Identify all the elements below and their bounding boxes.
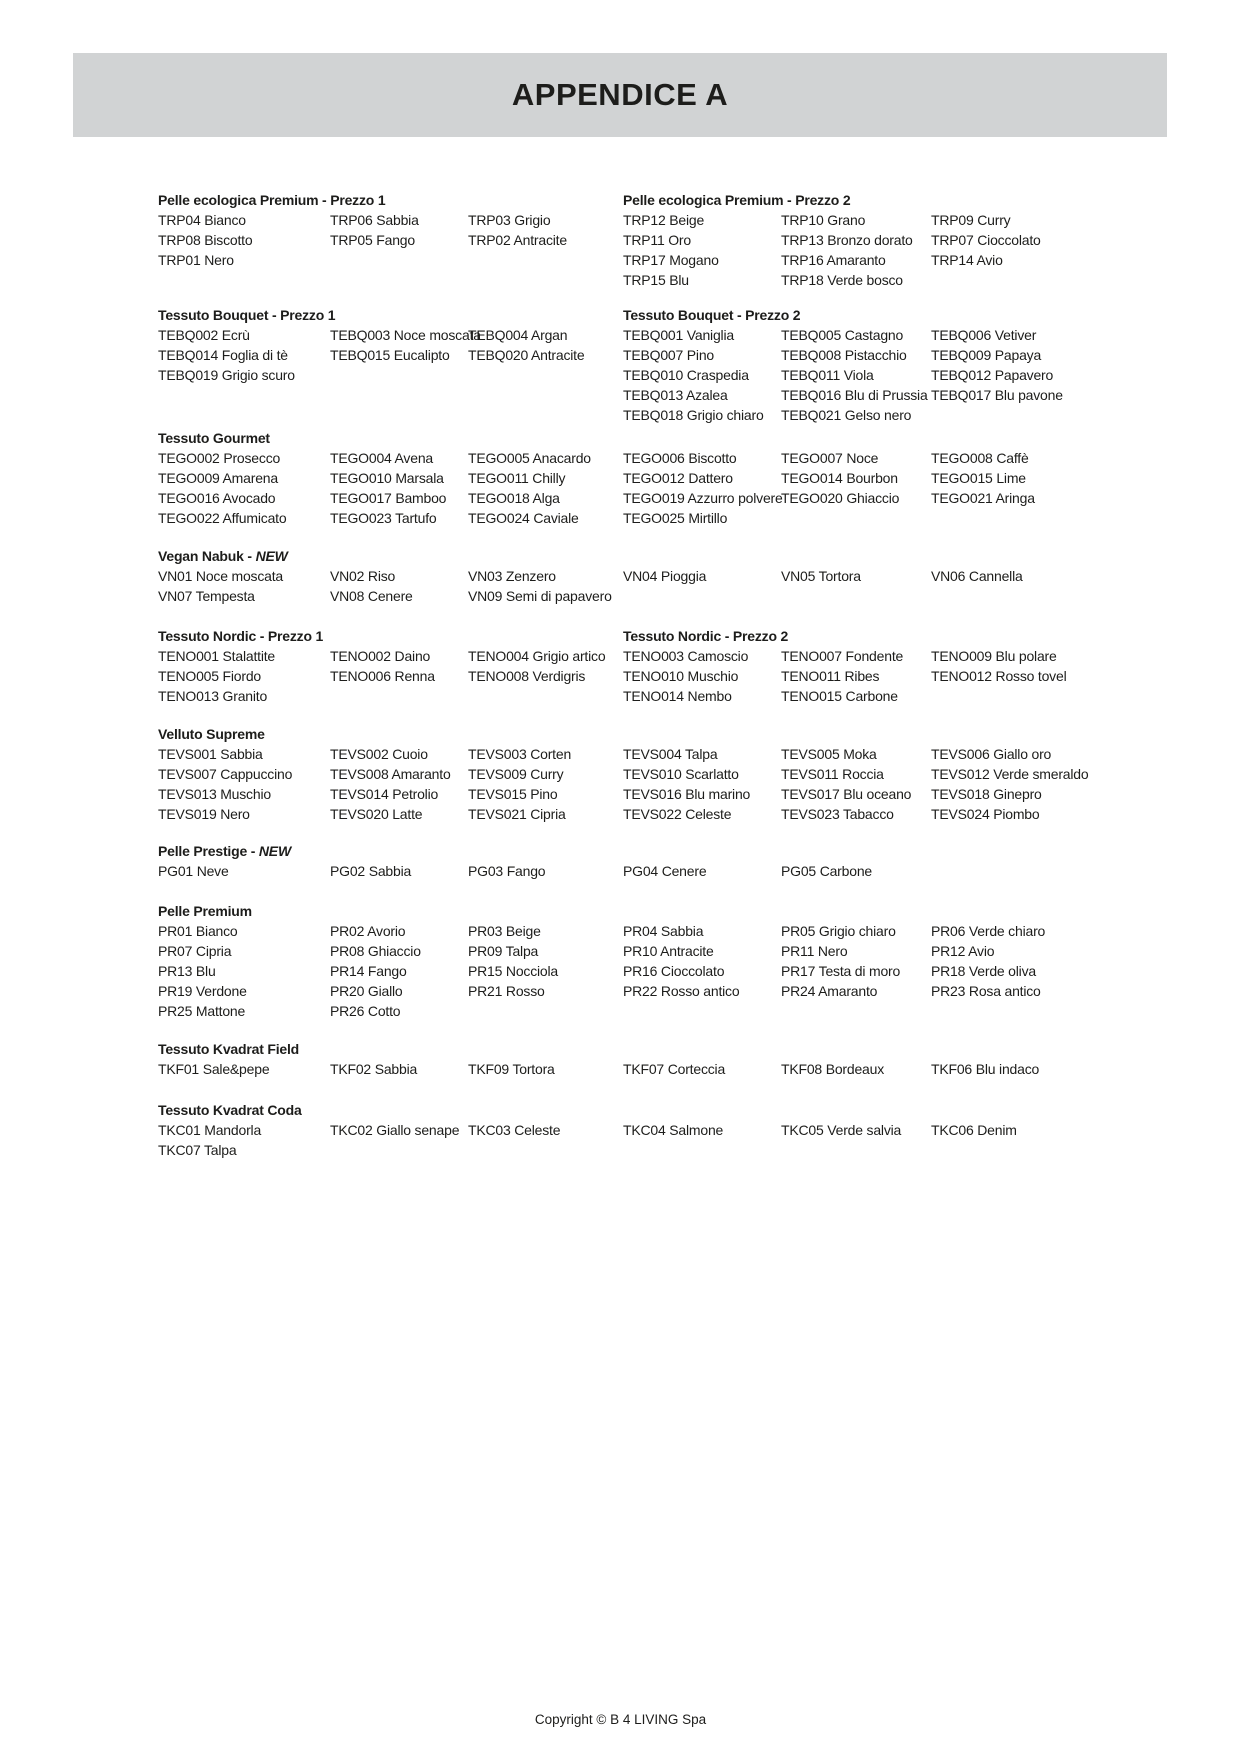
swatch-item: PR07 Cipria — [158, 943, 232, 959]
swatch-item: TEBQ006 Vetiver — [931, 327, 1037, 343]
swatch-item: VN02 Riso — [330, 568, 396, 584]
swatch-grid — [158, 210, 623, 270]
swatch-item: TEGO012 Dattero — [623, 470, 733, 486]
swatch-item: PR06 Verde chiaro — [931, 923, 1046, 939]
swatch-item: TEGO024 Caviale — [468, 510, 579, 526]
section-title-tessuto-kvadrat-coda — [158, 1100, 1148, 1120]
section-title-text: Pelle Premium — [158, 903, 252, 919]
swatch-item: TENO006 Renna — [330, 668, 435, 684]
section-title-tessuto-bouquet-prezzo-2 — [623, 305, 1183, 325]
swatch-item: TEGO006 Biscotto — [623, 450, 737, 466]
swatch-item: TKF02 Sabbia — [330, 1061, 418, 1077]
swatch-item: TEGO009 Amarena — [158, 470, 278, 486]
swatch-item: PR04 Sabbia — [623, 923, 704, 939]
swatch-grid — [158, 566, 1148, 606]
swatch-item: TKF01 Sale&pepe — [158, 1061, 270, 1077]
swatch-item: PR05 Grigio chiaro — [781, 923, 896, 939]
swatch-item: PR08 Ghiaccio — [330, 943, 421, 959]
swatch-item: TKC06 Denim — [931, 1122, 1017, 1138]
swatch-item: VN04 Pioggia — [623, 568, 707, 584]
swatch-item: TEBQ004 Argan — [468, 327, 568, 343]
swatch-item: TEBQ011 Viola — [781, 367, 874, 383]
swatch-item: PR17 Testa di moro — [781, 963, 901, 979]
swatch-item: TEGO023 Tartufo — [330, 510, 437, 526]
section-title-pelle-ecologica-premium-prezzo-2 — [623, 190, 1183, 210]
swatch-item: TEBQ008 Pistacchio — [781, 347, 907, 363]
swatch-item: PR19 Verdone — [158, 983, 247, 999]
swatch-grid — [158, 1059, 1148, 1079]
swatch-item: PR25 Mattone — [158, 1003, 246, 1019]
swatch-item: TRP02 Antracite — [468, 232, 567, 248]
swatch-item: PR24 Amaranto — [781, 983, 878, 999]
swatch-item: TEGO022 Affumicato — [158, 510, 287, 526]
swatch-item: TENO001 Stalattite — [158, 648, 276, 664]
swatch-item: PR11 Nero — [781, 943, 848, 959]
swatch-item: TRP08 Biscotto — [158, 232, 253, 248]
section-title-text: Tessuto Bouquet - Prezzo 1 — [158, 307, 336, 323]
swatch-item: TRP03 Grigio — [468, 212, 551, 228]
section-title-pelle-ecologica-premium-prezzo-1 — [158, 190, 623, 210]
swatch-item: TENO010 Muschio — [623, 668, 739, 684]
swatch-item: TEGO010 Marsala — [330, 470, 444, 486]
swatch-item: VN05 Tortora — [781, 568, 861, 584]
swatch-item: TRP09 Curry — [931, 212, 1011, 228]
swatch-item: TKC01 Mandorla — [158, 1122, 262, 1138]
swatch-item: TEBQ013 Azalea — [623, 387, 728, 403]
swatch-item: TENO003 Camoscio — [623, 648, 749, 664]
swatch-item: TENO004 Grigio artico — [468, 648, 606, 664]
swatch-item: TEBQ017 Blu pavone — [931, 387, 1063, 403]
swatch-item: TEGO008 Caffè — [931, 450, 1029, 466]
swatch-item: TENO002 Daino — [330, 648, 431, 664]
swatch-item: TEVS011 Roccia — [781, 766, 884, 782]
swatch-item: TRP14 Avio — [931, 252, 1003, 268]
section-title-text: Tessuto Bouquet - Prezzo 2 — [623, 307, 801, 323]
swatch-item: TENO014 Nembo — [623, 688, 732, 704]
swatch-item: VN09 Semi di papavero — [468, 588, 612, 604]
swatch-item: TRP05 Fango — [330, 232, 415, 248]
swatch-item: PG02 Sabbia — [330, 863, 412, 879]
swatch-item: TKC02 Giallo senape — [330, 1122, 460, 1138]
swatch-item: TEVS016 Blu marino — [623, 786, 751, 802]
page-title: APPENDICE A — [511, 77, 729, 112]
section-tessuto-nordic-prezzo-1 — [158, 626, 623, 706]
swatch-item: TRP10 Grano — [781, 212, 866, 228]
page-footer: Copyright © B 4 LIVING Spa — [534, 1712, 707, 1727]
swatch-item: TEGO015 Lime — [931, 470, 1026, 486]
swatch-item: TEVS015 Pino — [468, 786, 558, 802]
swatch-item: TENO007 Fondente — [781, 648, 904, 664]
swatch-item: TRP04 Bianco — [158, 212, 246, 228]
swatch-item: TENO013 Granito — [158, 688, 268, 704]
swatch-item: PR14 Fango — [330, 963, 407, 979]
swatch-item: TEBQ018 Grigio chiaro — [623, 407, 764, 423]
swatch-item: TENO008 Verdigris — [468, 668, 586, 684]
swatch-item: TENO012 Rosso tovel — [931, 668, 1067, 684]
section-title-text: Tessuto Nordic - Prezzo 1 — [158, 628, 324, 644]
swatch-item: TEGO014 Bourbon — [781, 470, 898, 486]
swatch-item: TEVS010 Scarlatto — [623, 766, 739, 782]
swatch-item: PR16 Cioccolato — [623, 963, 725, 979]
section-title-text: Pelle ecologica Premium - Prezzo 1 — [158, 192, 386, 208]
swatch-item: VN03 Zenzero — [468, 568, 556, 584]
section-pelle-ecologica-premium-prezzo-2 — [623, 190, 1183, 290]
swatch-item: TRP17 Mogano — [623, 252, 719, 268]
swatch-item: TEGO016 Avocado — [158, 490, 276, 506]
section-title-tessuto-bouquet-prezzo-1 — [158, 305, 623, 325]
new-badge: NEW — [258, 843, 291, 859]
swatch-item: TEVS013 Muschio — [158, 786, 271, 802]
swatch-item: TEVS007 Cappuccino — [158, 766, 293, 782]
section-tessuto-bouquet-prezzo-2 — [623, 305, 1183, 425]
swatch-item: PR02 Avorio — [330, 923, 406, 939]
swatch-item: TENO005 Fiordo — [158, 668, 262, 684]
swatch-item: TEVS009 Curry — [468, 766, 564, 782]
swatch-item: PG04 Cenere — [623, 863, 707, 879]
swatch-item: PR12 Avio — [931, 943, 995, 959]
swatch-item: PR20 Giallo — [330, 983, 403, 999]
swatch-item: PR10 Antracite — [623, 943, 714, 959]
swatch-item: VN08 Cenere — [330, 588, 413, 604]
swatch-item: TENO015 Carbone — [781, 688, 898, 704]
swatch-item: TKF09 Tortora — [468, 1061, 555, 1077]
swatch-item: TEGO005 Anacardo — [468, 450, 591, 466]
swatch-item: PG05 Carbone — [781, 863, 872, 879]
swatch-item: TEVS004 Talpa — [623, 746, 718, 762]
swatch-item: PR23 Rosa antico — [931, 983, 1041, 999]
section-title-tessuto-gourmet — [158, 428, 1148, 448]
swatch-item: PR01 Bianco — [158, 923, 238, 939]
section-title-text: Tessuto Gourmet — [158, 430, 270, 446]
swatch-item: TEVS020 Latte — [330, 806, 423, 822]
section-velluto-supreme — [158, 724, 1148, 824]
section-pelle-ecologica-premium-prezzo-1 — [158, 190, 623, 270]
section-title-text: Pelle Prestige - — [158, 843, 256, 859]
section-title-text: Tessuto Kvadrat Coda — [158, 1102, 302, 1118]
swatch-item: TEBQ010 Craspedia — [623, 367, 749, 383]
swatch-grid — [623, 646, 1183, 706]
swatch-item: PG03 Fango — [468, 863, 546, 879]
section-pelle-premium — [158, 901, 1148, 1021]
swatch-item: TRP11 Oro — [623, 232, 691, 248]
section-tessuto-gourmet — [158, 428, 1148, 528]
swatch-item: TKF07 Corteccia — [623, 1061, 726, 1077]
swatch-item: TEVS022 Celeste — [623, 806, 732, 822]
swatch-item: TEBQ002 Ecrù — [158, 327, 250, 343]
swatch-item: TEVS024 Piombo — [931, 806, 1040, 822]
swatch-item: TRP18 Verde bosco — [781, 272, 903, 288]
swatch-item: TEVS006 Giallo oro — [931, 746, 1052, 762]
swatch-grid — [158, 744, 1148, 824]
section-title-velluto-supreme — [158, 724, 1148, 744]
swatch-item: TEBQ015 Eucalipto — [330, 347, 450, 363]
swatch-grid — [158, 448, 1148, 528]
section-title-pelle-premium — [158, 901, 1148, 921]
section-title-tessuto-nordic-prezzo-1 — [158, 626, 623, 646]
swatch-item: TEBQ012 Papavero — [931, 367, 1054, 383]
swatch-item: TEBQ014 Foglia di tè — [158, 347, 288, 363]
section-title-tessuto-nordic-prezzo-2 — [623, 626, 1183, 646]
swatch-item: TEGO020 Ghiaccio — [781, 490, 900, 506]
section-title-text: Velluto Supreme — [158, 726, 265, 742]
swatch-item: TEVS008 Amaranto — [330, 766, 451, 782]
swatch-item: PR13 Blu — [158, 963, 216, 979]
section-tessuto-kvadrat-coda — [158, 1100, 1148, 1160]
swatch-item: TEBQ019 Grigio scuro — [158, 367, 295, 383]
new-badge: NEW — [255, 548, 288, 564]
section-title-text: Vegan Nabuk - — [158, 548, 252, 564]
swatch-grid — [158, 646, 623, 706]
swatch-item: TRP01 Nero — [158, 252, 234, 268]
section-title-tessuto-kvadrat-field — [158, 1039, 1148, 1059]
swatch-item: TKC05 Verde salvia — [781, 1122, 902, 1138]
swatch-item: TEGO019 Azzurro polvere — [623, 490, 783, 506]
swatch-item: TEGO025 Mirtillo — [623, 510, 728, 526]
swatch-item: TEGO002 Prosecco — [158, 450, 281, 466]
swatch-item: TRP12 Beige — [623, 212, 705, 228]
swatch-grid — [158, 861, 1148, 881]
section-title-text: Tessuto Nordic - Prezzo 2 — [623, 628, 789, 644]
swatch-item: PR15 Nocciola — [468, 963, 558, 979]
swatch-item: TEBQ016 Blu di Prussia — [781, 387, 928, 403]
swatch-item: TKF08 Bordeaux — [781, 1061, 885, 1077]
swatch-item: TEVS003 Corten — [468, 746, 572, 762]
swatch-item: TEBQ005 Castagno — [781, 327, 904, 343]
section-title-pelle-prestige — [158, 841, 1148, 861]
swatch-grid — [158, 1120, 1148, 1160]
swatch-item: TRP15 Blu — [623, 272, 689, 288]
swatch-item: TEVS012 Verde smeraldo — [931, 766, 1089, 782]
swatch-item: TEBQ009 Papaya — [931, 347, 1042, 363]
swatch-item: PR18 Verde oliva — [931, 963, 1036, 979]
page-banner — [73, 53, 1167, 137]
swatch-item: TEGO011 Chilly — [468, 470, 566, 486]
section-pelle-prestige — [158, 841, 1148, 881]
swatch-item: PR26 Cotto — [330, 1003, 401, 1019]
swatch-item: TEVS014 Petrolio — [330, 786, 439, 802]
section-tessuto-bouquet-prezzo-1 — [158, 305, 623, 385]
swatch-item: TKF06 Blu indaco — [931, 1061, 1040, 1077]
swatch-item: TENO009 Blu polare — [931, 648, 1057, 664]
swatch-grid — [158, 921, 1148, 1021]
swatch-item: TEBQ003 Noce moscata — [330, 327, 481, 343]
swatch-item: TEBQ020 Antracite — [468, 347, 585, 363]
swatch-item: TEVS005 Moka — [781, 746, 877, 762]
swatch-item: TRP16 Amaranto — [781, 252, 886, 268]
swatch-item: TKC03 Celeste — [468, 1122, 561, 1138]
swatch-item: TRP13 Bronzo dorato — [781, 232, 913, 248]
swatch-item: TEBQ021 Gelso nero — [781, 407, 912, 423]
swatch-item: TEVS023 Tabacco — [781, 806, 894, 822]
swatch-item: TEGO017 Bamboo — [330, 490, 447, 506]
swatch-item: TEBQ007 Pino — [623, 347, 714, 363]
swatch-item: TEVS018 Ginepro — [931, 786, 1042, 802]
swatch-grid — [623, 210, 1183, 290]
swatch-item: PR22 Rosso antico — [623, 983, 740, 999]
section-title-text: Tessuto Kvadrat Field — [158, 1041, 300, 1057]
swatch-item: TRP07 Cioccolato — [931, 232, 1041, 248]
swatch-item: TEBQ001 Vaniglia — [623, 327, 734, 343]
swatch-item: TEGO018 Alga — [468, 490, 560, 506]
swatch-item: VN07 Tempesta — [158, 588, 255, 604]
swatch-item: TEVS021 Cipria — [468, 806, 566, 822]
section-vegan-nabuk — [158, 546, 1148, 606]
swatch-item: TEVS019 Nero — [158, 806, 250, 822]
section-title-text: Pelle ecologica Premium - Prezzo 2 — [623, 192, 851, 208]
swatch-item: PG01 Neve — [158, 863, 229, 879]
section-tessuto-kvadrat-field — [158, 1039, 1148, 1079]
section-title-vegan-nabuk — [158, 546, 1148, 566]
swatch-item: TEGO004 Avena — [330, 450, 433, 466]
swatch-item: TRP06 Sabbia — [330, 212, 419, 228]
swatch-item: VN06 Cannella — [931, 568, 1023, 584]
swatch-item: TEGO021 Aringa — [931, 490, 1035, 506]
swatch-item: PR21 Rosso — [468, 983, 545, 999]
swatch-item: PR09 Talpa — [468, 943, 539, 959]
swatch-item: TENO011 Ribes — [781, 668, 880, 684]
swatch-item: TKC07 Talpa — [158, 1142, 237, 1158]
swatch-item: TKC04 Salmone — [623, 1122, 724, 1138]
section-tessuto-nordic-prezzo-2 — [623, 626, 1183, 706]
swatch-item: VN01 Noce moscata — [158, 568, 283, 584]
swatch-grid — [158, 325, 623, 385]
swatch-item: TEVS002 Cuoio — [330, 746, 428, 762]
swatch-grid — [623, 325, 1183, 425]
swatch-item: PR03 Beige — [468, 923, 541, 939]
swatch-item: TEVS017 Blu oceano — [781, 786, 912, 802]
swatch-item: TEVS001 Sabbia — [158, 746, 263, 762]
swatch-item: TEGO007 Noce — [781, 450, 879, 466]
